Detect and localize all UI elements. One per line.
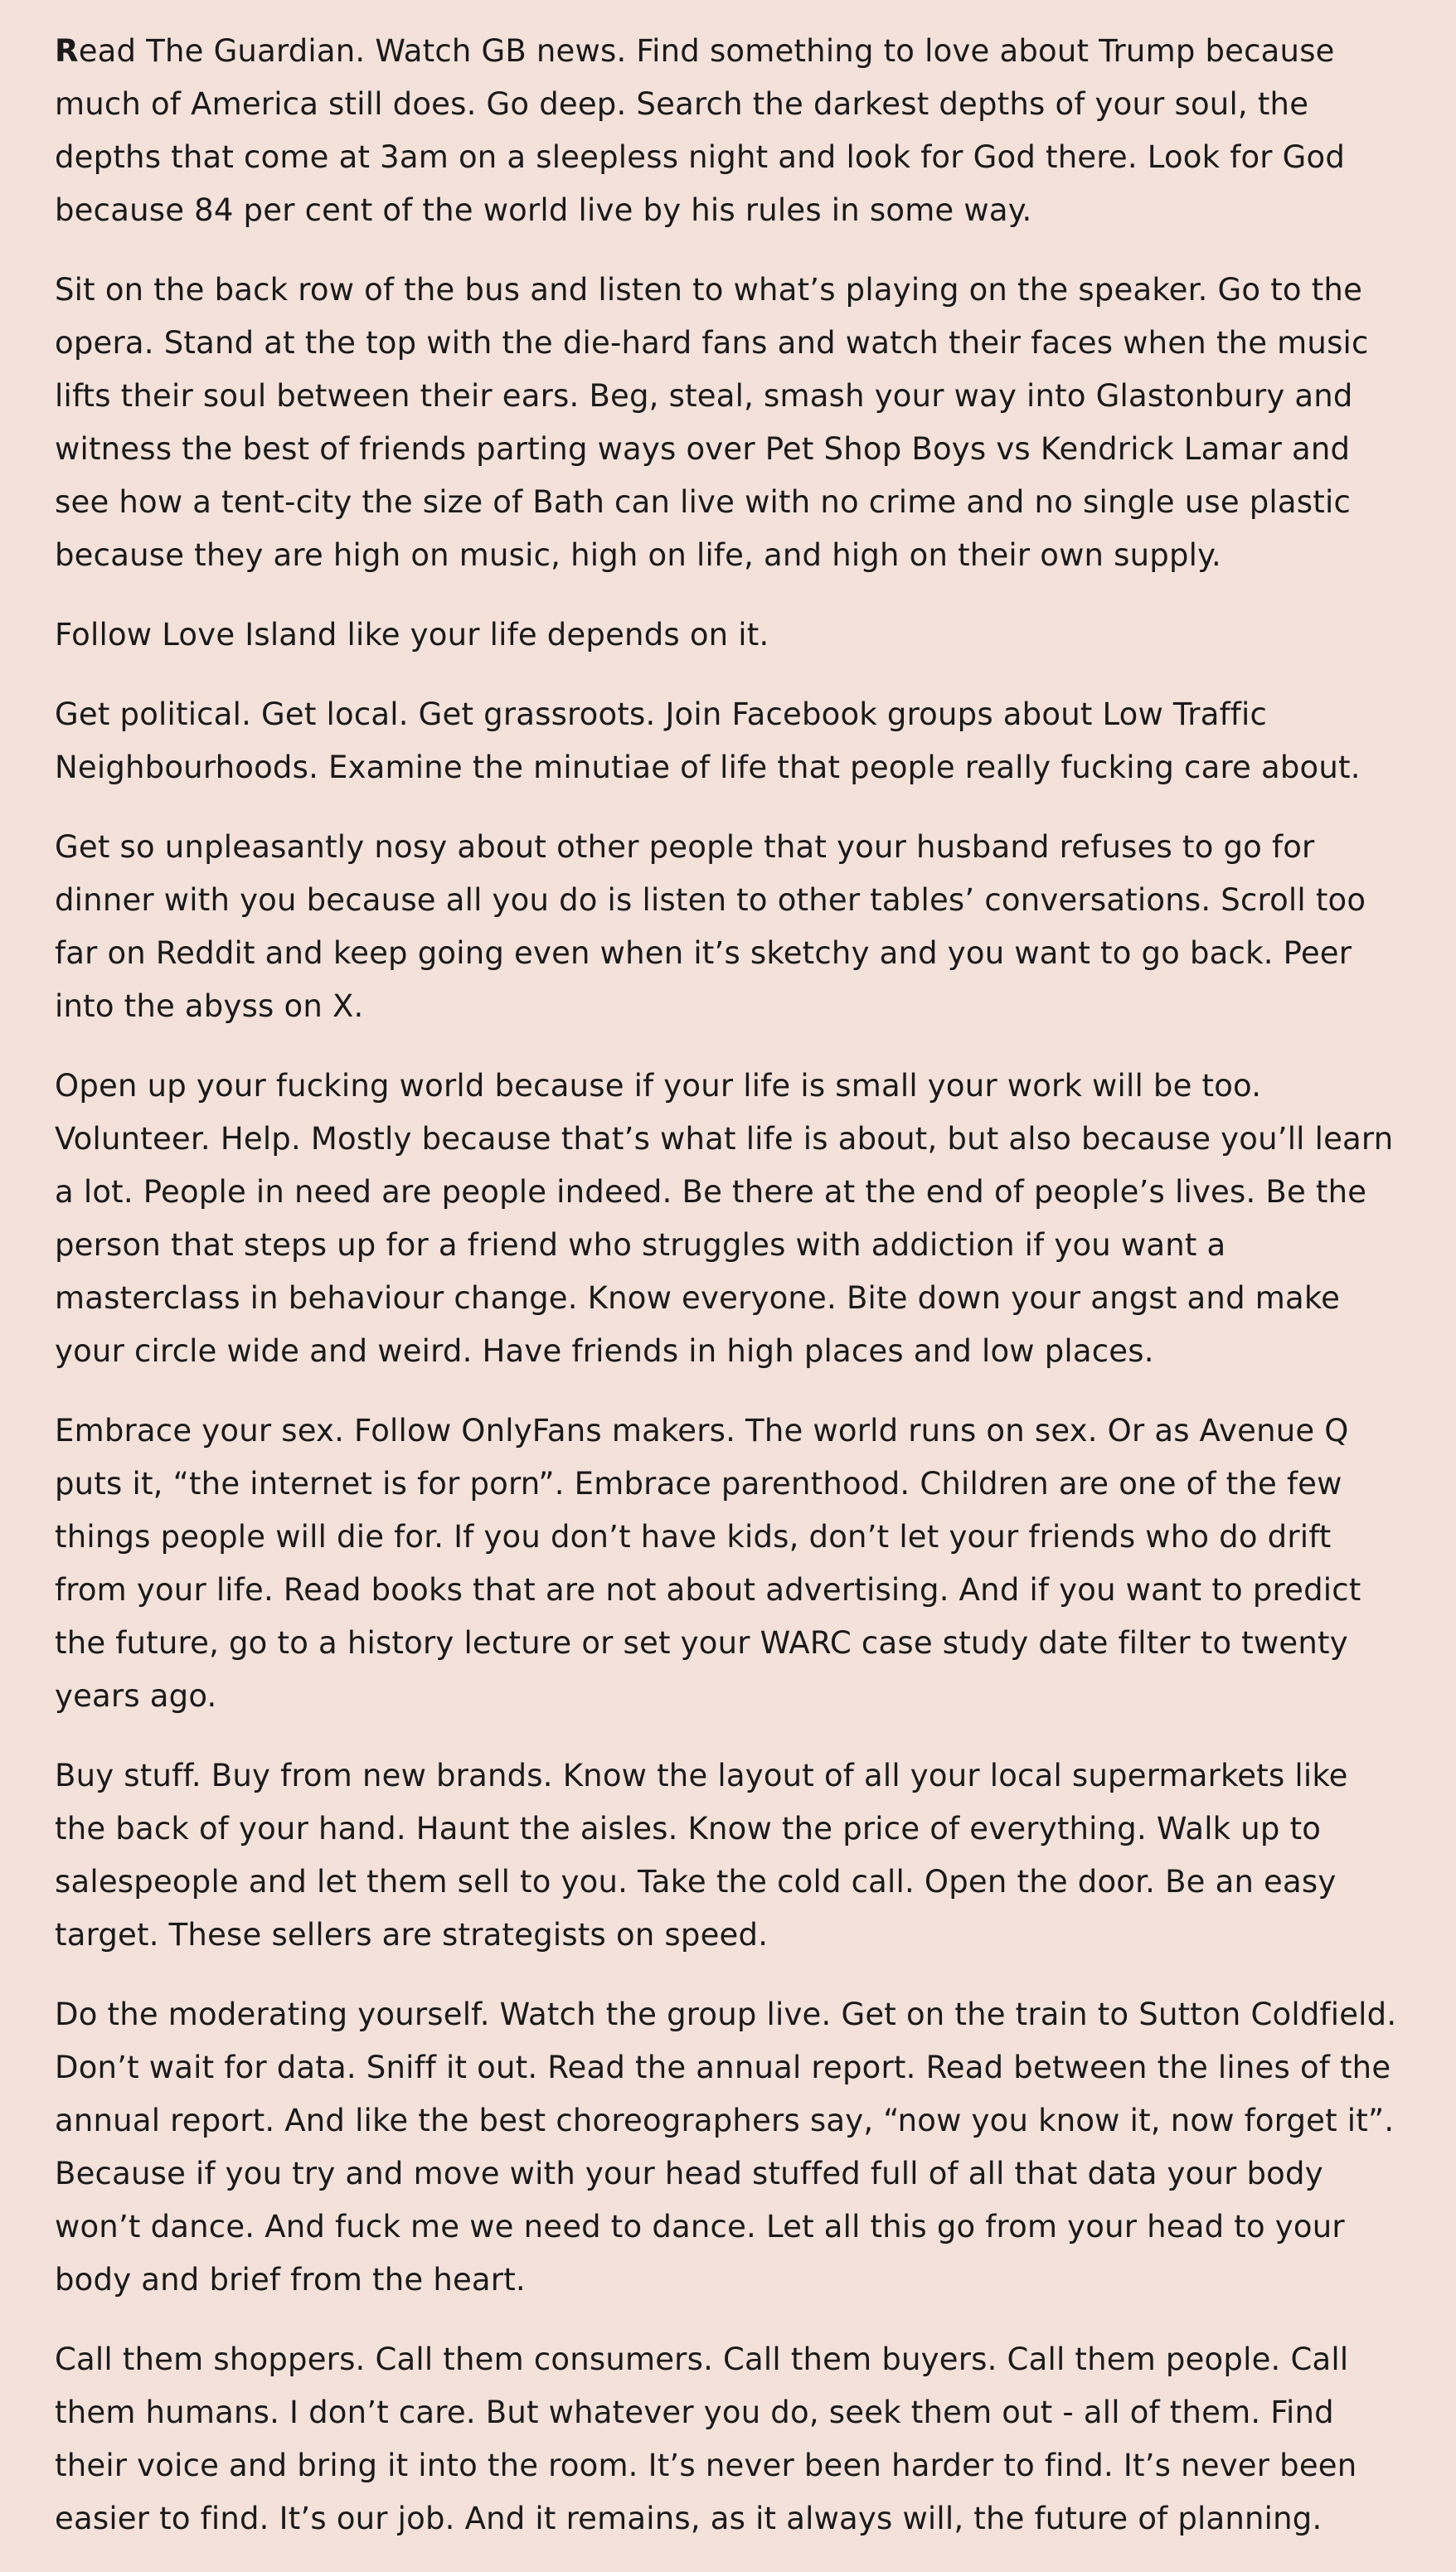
paragraph-3: Follow Love Island like your life depends on it. xyxy=(55,617,769,653)
paragraph-4: Get political. Get local. Get grassroots. Join Facebook groups about Low Traffic Neighbourhoods. Examine the minutiae of life that people really fucking care about. xyxy=(55,696,1361,785)
article-body xyxy=(55,25,1401,2572)
paragraph-10: Call them shoppers. Call them consumers. Call them buyers. Call them people. Call them humans. I don’t care. But whatever you do, seek them out - all of them. Find their voice and bring it into the room. It’s never been harder to find. It’s never been easier to find. It’s our job. And it remains, as it always will, the future of planning. xyxy=(55,2341,1357,2536)
paragraph-2: Sit on the back row of the bus and listen to what’s playing on the speaker. Go to the opera. Stand at the top with the die-hard fans and watch their faces when the music lifts their soul between their ears. Beg, steal, smash your way into Glastonbury and witness the best of friends parting ways over Pet Shop Boys vs Kendrick Lamar and see how a tent-city the size of Bath can live with no crime and no single use plastic because they are high on music, high on life, and high on their own supply. xyxy=(55,272,1369,573)
paragraph-1-text: ead The Guardian. Watch GB news. Find something to love about Trump because much of America still does. Go deep. Search the darkest depths of your soul, the depths that come at 3am on a sleepless night and look for God there. Look for God because 84 per cent of the world live by his rules in some way. xyxy=(55,33,1346,228)
paragraph-7: Embrace your sex. Follow OnlyFans makers. The world runs on sex. Or as Avenue Q puts it, “the internet is for porn”. Embrace parenthood. Children are one of the few things people will die for. If you don’t have kids, don’t let your friends who do drift from your life. Read books that are not about advertising. And if you want to predict the future, go to a history lecture or set your WARC case study date filter to twenty years ago. xyxy=(55,1413,1361,1714)
paragraph-1 xyxy=(55,25,1401,237)
paragraph-6: Open up your fucking world because if your life is small your work will be too. Volunteer. Help. Mostly because that’s what life is about, but also because you’ll learn a lot. People in need are people indeed. Be there at the end of people’s lives. Be the person that steps up for a friend who struggles with addiction if you want a masterclass in behaviour change. Know everyone. Bite down your angst and make your circle wide and weird. Have friends in high places and low places. xyxy=(55,1068,1394,1369)
paragraph-9: Do the moderating yourself. Watch the group live. Get on the train to Sutton Coldfield. Don’t wait for data. Sniff it out. Read the annual report. Read between the lines of the annual report. And like the best choreographers say, “now you know it, now forget it”. Because if you try and move with your head stuffed full of all that data your body won’t dance. And fuck me we need to dance. Let all this go from your head to your body and brief from the heart. xyxy=(55,1997,1397,2298)
drop-cap: R xyxy=(55,33,79,69)
paragraph-8: Buy stuff. Buy from new brands. Know the layout of all your local supermarkets like the back of your hand. Haunt the aisles. Know the price of everything. Walk up to salespeople and let them sell to you. Take the cold call. Open the door. Be an easy target. These sellers are strategists on speed. xyxy=(55,1758,1348,1953)
paragraph-5: Get so unpleasantly nosy about other people that your husband refuses to go for dinner with you because all you do is listen to other tables’ conversations. Scroll too far on Reddit and keep going even when it’s sketchy and you want to go back. Peer into the abyss on X. xyxy=(55,829,1366,1024)
